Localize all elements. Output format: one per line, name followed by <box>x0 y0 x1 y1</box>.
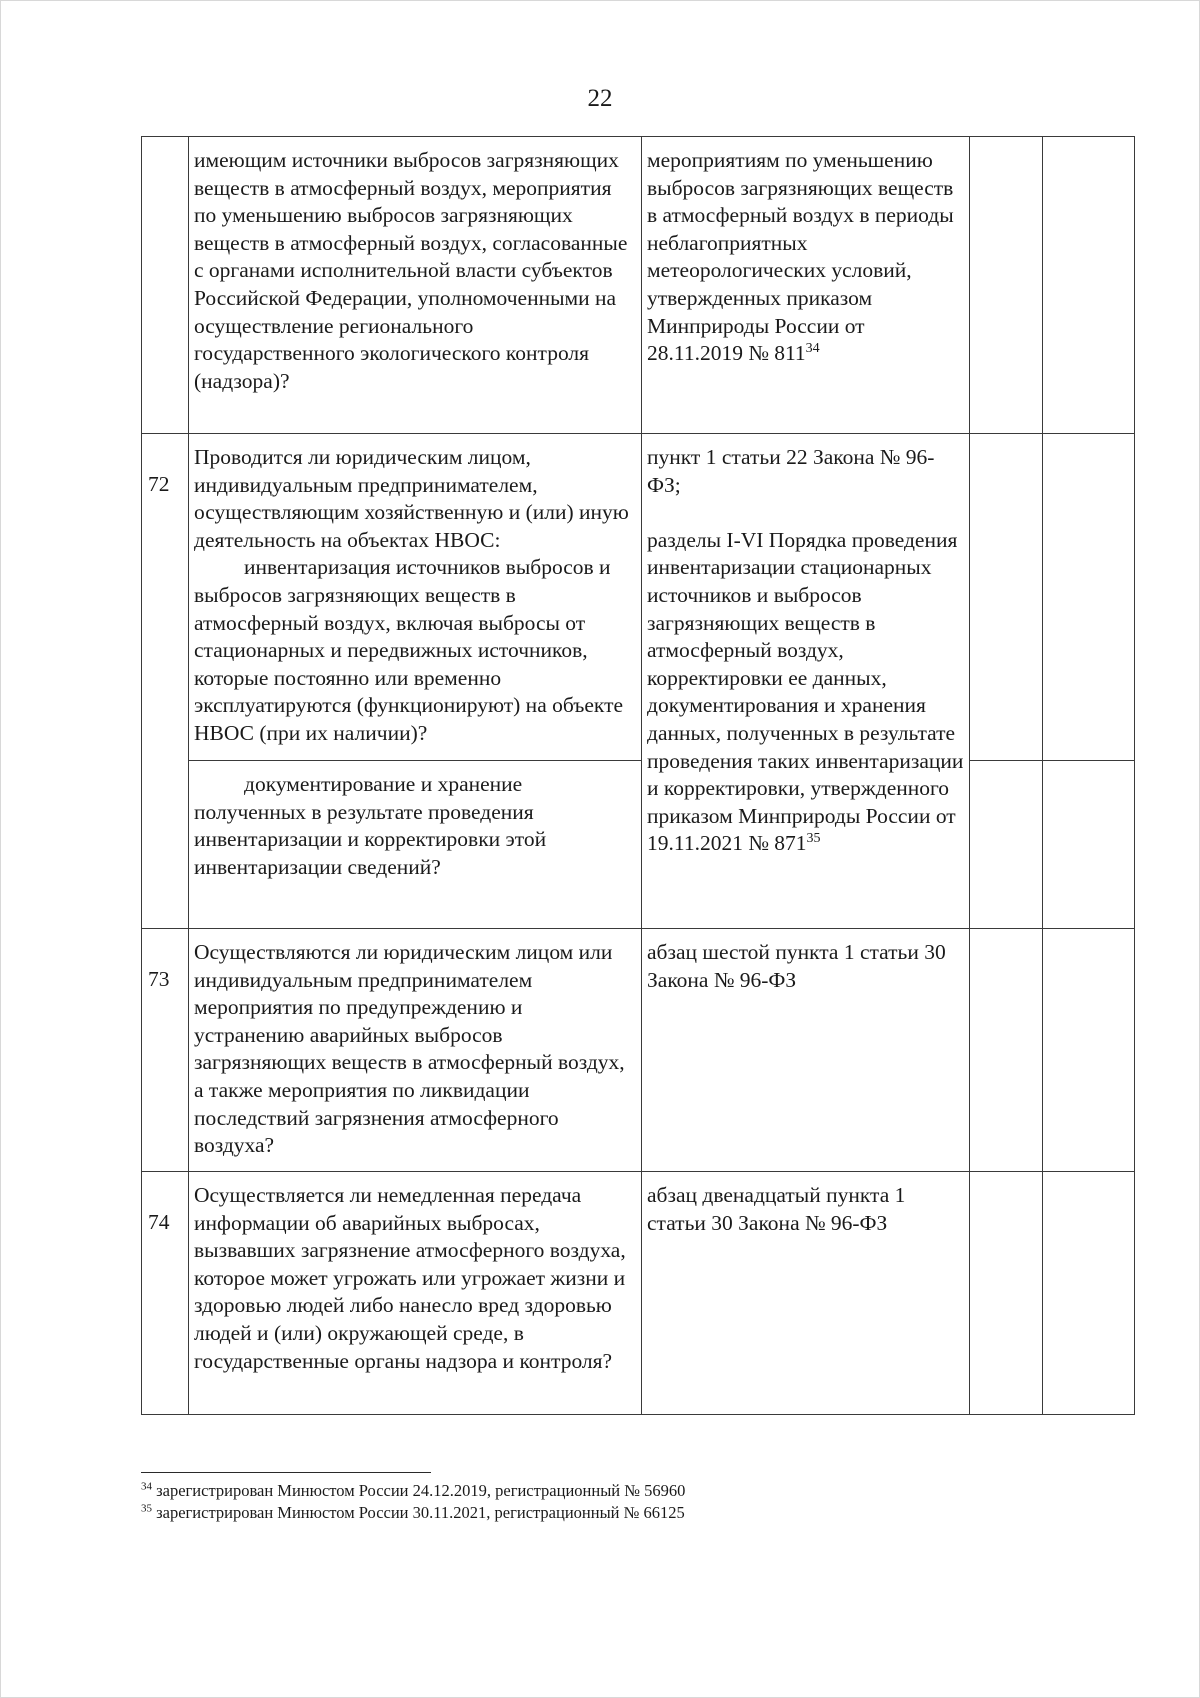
row-number-cell <box>142 137 189 434</box>
checklist-table <box>141 136 1135 1415</box>
requirement-text: мероприятиям по уменьшению выбросов загрязняющих веществ в атмосферный воздух в периоды неблагоприятных метеорологических условий, утвержденных приказом Минприроды России от 28.11.2019 № 811 <box>647 148 954 366</box>
question-cell: Осуществляется ли немедленная передача информации об аварийных выбросах, вызвавших загрязнение атмосферного воздуха, которое может угрожать или угрожает жизни и здоровью людей либо нанесло вред здоровью людей и (или) окружающей среде, в государственные органы надзора и контроля? <box>189 1172 642 1415</box>
answer-cell <box>970 137 1043 434</box>
footnote <box>141 1502 1041 1524</box>
requirement-cell <box>642 137 970 434</box>
footnote-mark: 35 <box>141 1502 152 1515</box>
footnote-separator <box>141 1472 431 1473</box>
requirement-cell: абзац двенадцатый пункта 1 статьи 30 Закона № 96-ФЗ <box>642 1172 970 1415</box>
note-cell <box>1043 761 1135 929</box>
row-number: 74 <box>148 1210 170 1234</box>
note-cell <box>1043 137 1135 434</box>
row-number: 73 <box>148 967 170 991</box>
answer-cell <box>970 929 1043 1172</box>
footnote-mark: 34 <box>141 1480 152 1493</box>
answer-cell <box>970 434 1043 761</box>
row-number: 72 <box>148 472 170 496</box>
page-number: 22 <box>587 85 613 112</box>
answer-cell <box>970 761 1043 929</box>
footnotes <box>141 1480 1041 1524</box>
note-cell <box>1043 929 1135 1172</box>
row-number-cell <box>142 929 189 1172</box>
question-text: имеющим источники выбросов загрязняющих веществ в атмосферный воздух, мероприятия по уменьшению выбросов загрязняющих веществ в атмосферный воздух, согласованные с органами исполнительной власти субъектов Российской Федерации, уполномоченными на осуществление регионального государственного экологического контроля (надзора)? <box>194 148 628 393</box>
row-number-cell <box>142 1172 189 1415</box>
requirement-text: пункт 1 статьи 22 Закона № 96-ФЗ; <box>647 445 935 497</box>
table-row <box>142 1172 1135 1415</box>
row-number-cell <box>142 434 189 929</box>
question-cell <box>189 761 642 929</box>
footnote <box>141 1480 1041 1502</box>
question-subitem: документирование и хранение полученных в результате проведения инвентаризации и корректировки этой инвентаризации сведений? <box>194 772 547 879</box>
question-cell <box>189 137 642 434</box>
table-row <box>142 137 1135 434</box>
note-cell <box>1043 1172 1135 1415</box>
table-row <box>142 929 1135 1172</box>
footnote-text: зарегистрирован Минюстом России 30.11.2021, регистрационный № 66125 <box>156 1503 685 1522</box>
footnote-ref: 34 <box>805 341 820 356</box>
requirement-cell: абзац шестой пункта 1 статьи 30 Закона № 96-ФЗ <box>642 929 970 1172</box>
table-row <box>142 761 1135 929</box>
footnote-text: зарегистрирован Минюстом России 24.12.2019, регистрационный № 56960 <box>156 1481 686 1500</box>
question-cell <box>189 434 642 761</box>
answer-cell <box>970 1172 1043 1415</box>
spacer <box>647 499 965 527</box>
note-cell <box>1043 434 1135 761</box>
question-text: Проводится ли юридическим лицом, индивидуальным предпринимателем, осуществляющим хозяйственную и (или) иную деятельность на объектах НВОС: <box>194 445 629 552</box>
requirement-text: разделы I-VI Порядка проведения инвентаризации стационарных источников и выбросов загрязняющих веществ в атмосферный воздух, корректировки ее данных, документирования и хранения данных, полученных в результате проведения таких инвентаризации и корректировки, утвержденного приказом Минприроды России от 19.11.2021 № 871 <box>647 527 964 856</box>
requirement-cell <box>642 434 970 929</box>
table-row <box>142 434 1135 761</box>
question-subitem: инвентаризация источников выбросов и выбросов загрязняющих веществ в атмосферный воздух, включая выбросы от стационарных и передвижных источников, которые постоянно или временно эксплуатируются (функционируют) на объекте НВОС (при их наличии)? <box>194 555 624 745</box>
footnote-ref: 35 <box>806 831 821 847</box>
question-cell: Осуществляются ли юридическим лицом или индивидуальным предпринимателем мероприятия по предупреждению и устранению аварийных выбросов загрязняющих веществ в атмосферный воздух, а также мероприятия по ликвидации последствий загрязнения атмосферного воздуха? <box>189 929 642 1172</box>
